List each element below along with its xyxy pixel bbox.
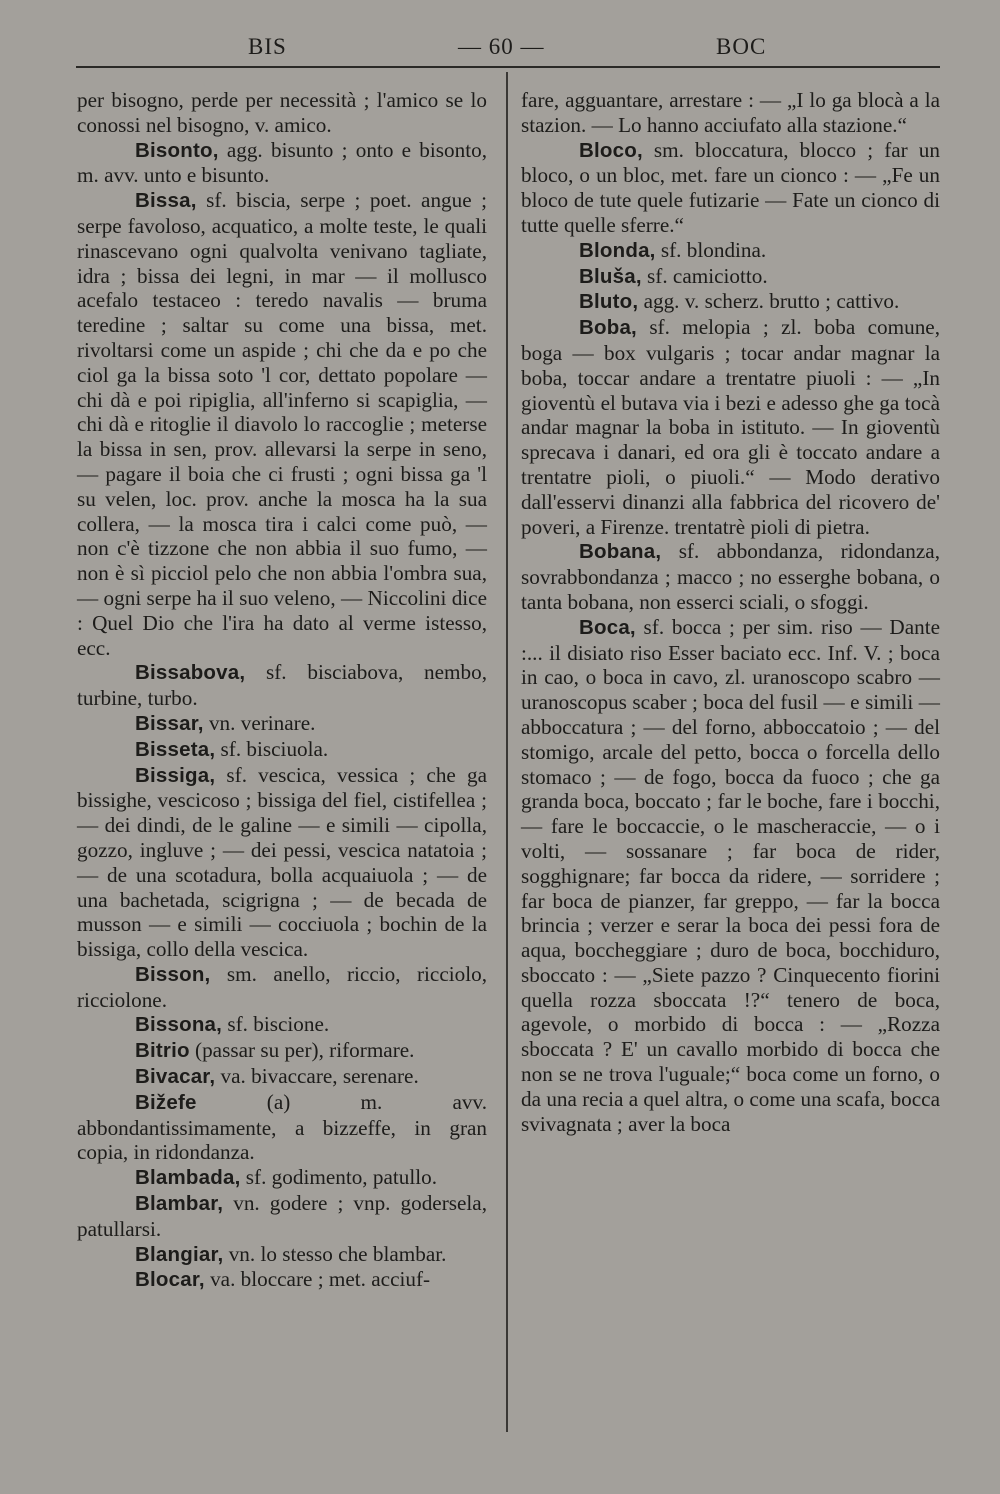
definition-text: va. bivaccare, serenare.	[215, 1064, 419, 1089]
definition-text: agg. bisunto ; onto e bisonto, m. avv. unto e bisunto.	[77, 137, 487, 188]
headword: Bissa,	[135, 189, 197, 213]
dictionary-entry	[521, 264, 940, 290]
dictionary-entry	[521, 315, 940, 539]
definition-text: sf. camiciotto.	[641, 263, 768, 288]
headword: Bižefe	[135, 1090, 197, 1114]
entry-continuation	[77, 88, 487, 138]
definition-text: sf. bisciabova, nembo, turbine, turbo.	[77, 660, 487, 711]
definition-text: fare, agguantare, arrestare : — „I lo ga blocà a la stazion. — Lo hanno acciufato alla stazione.“	[521, 88, 940, 137]
definition-text: vn. godere ; vnp. godersela, patullarsi.	[77, 1191, 487, 1241]
dictionary-entry	[521, 238, 940, 264]
definition-text: sf. vescica, vessica ; che ga bissighe, vescicoso ; bissiga del fiel, cistifellea ; — dei dindi, de le galine — e simili — cipolla, gozzo, ingluve ; — dei pessi, vescica natatoia ; — de una scotadura, bolla acquaiuola ; — de una bachetada, scigrigna ; — de becada de musson — e simili — cocciuola ; bochin de la bissiga, collo della vescica.	[77, 762, 487, 962]
headword: Blambada,	[135, 1166, 241, 1190]
definition-text: va. bloccare ; met. acciuf-	[204, 1267, 431, 1292]
definition-text: vn. lo stesso che blambar.	[223, 1241, 447, 1266]
definition-text: sf. bocca ; per sim. riso — Dante :... il disiato riso Esser baciato ecc. Inf. V. ; boca in cao, o boca in cavo, zl. uranoscopo scabro — uranoscopus scaber ; boca del fusil — e simili — abboccatura ; — del forno, abboccatoio ; — del stomigo, arcale del petto, bocca o forcella dello stomaco ; — de fogo, bocca da fuoco ; che ga granda boca, boccato ; far le boche, fare i bocchi, — fare le boccaccie, o le mascheraccie, — o i volti, — sossanare ; far boca de rider, sogghignare; far bocca da ridere, — sorridere ; far boca de pianzer, far greppo, — far la bocca brincia ; verzer e serar la boca dei pessi fora de aqua, boccheggiare ; duro de boca, bocchiduro, sboccato : — „Siete pazzo ? Cinquecento fiorini quella rozza sboccata !?“ tenero de boca, agevole, o morbido di bocca : — „Rozza sboccata ? E' un cavallo morbido di bocca che non se ne trova l'uguale;“ boca come un forno, o da una recia a quel altra, o come una scafa, bocca svivagnata ; aver la boca	[521, 614, 940, 1136]
header-right-guideword: BOC	[716, 34, 767, 59]
dictionary-entry	[77, 763, 487, 962]
headword: Boba,	[579, 316, 637, 340]
dictionary-entry	[521, 289, 940, 315]
headword: Bisonto,	[135, 138, 219, 162]
definition-text: per bisogno, perde per necessità ; l'amico se lo conossi nel bisogno, v. amico.	[77, 88, 487, 137]
headword: Bluša,	[579, 264, 642, 288]
headword: Boca,	[579, 615, 636, 639]
dictionary-entry	[521, 539, 940, 614]
definition-text: sf. biscia, serpe ; poet. angue ; serpe favoloso, acquatico, a molte teste, le quali rinascevano ogni qualvolta venivano tagliate, idra ; bissa dei legni, in mar — il mollusco acefalo testaceo : teredo navalis — bruma teredine ; saltar su come una bissa, met. rivoltarsi come un aspide ; chi che da e po che ciol ga la bissa soto 'l cor, dettato popolare — chi dà e poi ripiglia, all'inferno si scapiglia, — chi dà e ritoglie il diavolo lo raccoglie ; meterse la bissa in sen, prov. allevarsi la serpe in seno, — pagare il boia che ci frusti ; ogni bissa ga 'l su velen, loc. prov. anche la mosca ha la sua collera, — la mosca tira i calci come può, — non c'è tizzone che non abbia il suo fumo, — non è sì picciol pelo che non abbia l'ombra sua, — ogni serpe ha il suo veleno, — Niccolini dice : Quel Dio che l'ira ha dato al verme istesso, ecc.	[77, 188, 487, 660]
dictionary-entry	[77, 188, 487, 660]
headword: Bloco,	[579, 138, 643, 162]
definition-text: vn. verinare.	[203, 710, 316, 735]
column-divider	[506, 72, 508, 1432]
headword: Bissiga,	[135, 763, 216, 787]
dictionary-entry	[77, 737, 487, 763]
dictionary-entry	[77, 138, 487, 189]
headword: Bivacar,	[135, 1065, 216, 1089]
dictionary-entry	[77, 1267, 487, 1293]
right-column	[521, 88, 940, 1136]
headword: Blonda,	[579, 238, 656, 262]
headword: Bisson,	[135, 962, 211, 986]
dictionary-entry	[77, 1165, 487, 1191]
definition-text: sf. godimento, patullo.	[240, 1165, 438, 1190]
dictionary-entry	[77, 1064, 487, 1090]
headword: Bissar,	[135, 711, 204, 735]
headword: Blambar,	[135, 1192, 224, 1216]
header-left-guideword: BIS	[248, 34, 287, 59]
definition-text: sm. bloccatura, blocco ; far un bloco, o un bloc, met. fare un cionco : — „Fe un bloco de tute quele futizarie — Fate un cionco di tutte quelle sferre.“	[521, 137, 940, 237]
dictionary-entry	[77, 1090, 487, 1165]
dictionary-entry	[77, 962, 487, 1013]
definition-text: sf. biscione.	[222, 1012, 330, 1037]
dictionary-entry	[521, 138, 940, 238]
dictionary-entry	[77, 711, 487, 737]
headword: Bisseta,	[135, 737, 216, 761]
definition-text: agg. v. scherz. brutto ; cattivo.	[638, 289, 900, 314]
dictionary-entry	[521, 615, 940, 1137]
definition-text: sf. blondina.	[655, 237, 767, 262]
headword: Bissabova,	[135, 661, 246, 685]
headword: Bissona,	[135, 1013, 223, 1037]
page-number: — 60 —	[458, 34, 545, 59]
header-rule	[76, 66, 940, 68]
headword: Blangiar,	[135, 1242, 224, 1266]
left-column	[77, 88, 487, 1293]
entry-continuation	[521, 88, 940, 138]
definition-text: sf. bisciuola.	[215, 736, 329, 761]
definition-text: sf. abbondanza, ridondanza, sovrabbondanza ; macco ; no esserghe bobana, o tanta bobana, non esserci sciali, o sfoggi.	[521, 539, 940, 614]
dictionary-entry	[77, 1242, 487, 1268]
headword: Bluto,	[579, 290, 639, 314]
definition-text: (passar su per), riformare.	[189, 1038, 415, 1063]
dictionary-entry	[77, 660, 487, 711]
headword: Blocar,	[135, 1268, 205, 1292]
definition-text: sm. anello, riccio, ricciolo, ricciolone.	[77, 961, 487, 1012]
dictionary-entry	[77, 1191, 487, 1242]
headword: Bobana,	[579, 540, 662, 564]
definition-text: sf. melopia ; zl. boba comune, boga — box vulgaris ; tocar andar magnar la boba, toccar andare a trentatre piuoli : — „In gioventù el butava via i bezi e adesso ghe ga tocà andar magnar la boba in istituto. — In gioventù sprecava i danari, ed ora gli è toccato andare a trentatre pioli, o piuoli.“ — Modo derativo dall'esservi dinanzi alla fabbrica del ricovero de' poveri, a Firenze. trentatrè pioli di pietra.	[521, 315, 940, 539]
dictionary-entry	[77, 1038, 487, 1064]
definition-text: (a) m. avv. abbondantissimamente, a bizzeffe, in gran copia, in ridondanza.	[77, 1089, 487, 1165]
headword: Bitrio	[135, 1039, 190, 1063]
dictionary-entry	[77, 1012, 487, 1038]
